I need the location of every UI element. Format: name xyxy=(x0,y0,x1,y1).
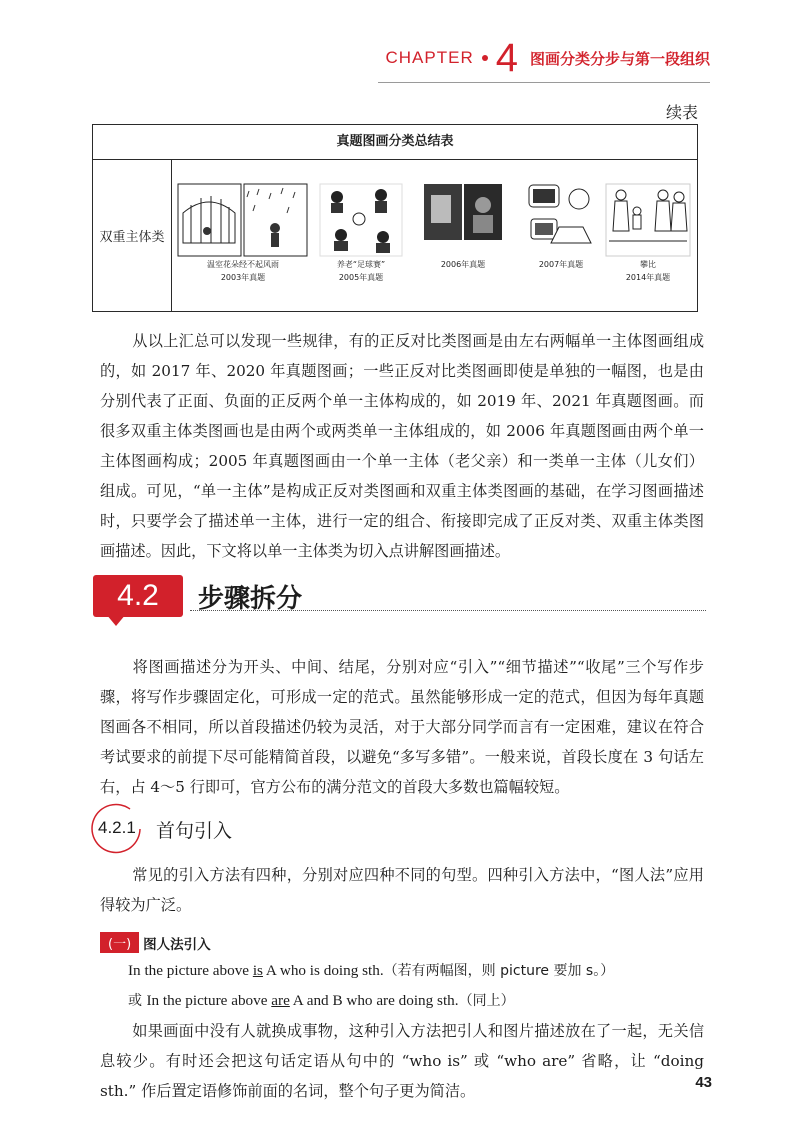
running-header xyxy=(386,38,711,78)
figure-2003 xyxy=(177,183,309,283)
paragraph-text: 常见的引入方法有四种，分别对应四种不同的句型。四种引入方法中，“图人法”应用得较为广泛。 xyxy=(100,866,704,914)
header-rule xyxy=(378,82,710,83)
figure-year: 2003年真题 xyxy=(220,273,266,282)
subsection-number: 4.2.1 xyxy=(98,818,136,837)
method-title: 图人法引入 xyxy=(143,936,211,953)
page-number: 43 xyxy=(695,1074,712,1091)
tv-box-illustration xyxy=(521,183,601,257)
section-dotted-rule xyxy=(190,610,706,611)
example-text: A and B who are doing sth. xyxy=(289,992,459,1009)
figure-year: 2007年真题 xyxy=(538,260,584,269)
example-lead: 或 xyxy=(128,993,147,1009)
subsection-title: 首句引入 xyxy=(156,820,233,842)
bullet-dot-icon xyxy=(482,55,488,61)
continued-label: 续表 xyxy=(665,103,698,122)
chapter-label: CHAPTER xyxy=(385,48,474,67)
section-title: 步骤拆分 xyxy=(198,584,303,614)
greenhouse-illustration xyxy=(177,183,309,257)
badge-pointer-icon xyxy=(106,614,126,626)
football-elder-illustration xyxy=(319,183,403,257)
figure-caption: 温室花朵经不起风雨 xyxy=(207,260,279,269)
example-sentence-1 xyxy=(128,956,614,986)
paragraph-methods xyxy=(100,860,704,920)
method-label xyxy=(100,932,211,953)
figure-year: 2006年真题 xyxy=(440,260,486,269)
figure-caption: 攀比 xyxy=(640,260,656,269)
photo-pair-illustration xyxy=(423,183,503,257)
figure-year: 2014年真题 xyxy=(625,273,671,282)
method-tag: (一) xyxy=(100,932,139,953)
paragraph-text: 从以上汇总可以发现一些规律，有的正反对比类图画是由左右两幅单一主体图画组成的，如 2017 年、2020 年真题图画；一些正反对比类图画即使是单独的一幅图，也是由分别代表了正面、负面的正反两个单一主体构成的，如 2019 年、2021 年真题图画。而很多双重主体类图画也是由两个或两类单一主体组成的，如 2006 年真题图画由两个单一主体图画构成；2005 年真题图画由一个单一主体（老父亲）和一类单一主体（儿女们）组成。可见，“单一主体”是构成正反对类图画和双重主体类图画的基础，在学习图画描述时，只要学会了描述单一主体，进行一定的组合、衔接即完成了正反对类、双重主体类图画描述。因此，下文将以单一主体类为切入点讲解图画描述。 xyxy=(100,332,704,560)
table-title: 真题图画分类总结表 xyxy=(93,125,697,160)
section-number-badge: 4.2 xyxy=(93,575,183,617)
paragraph-summary xyxy=(100,326,704,566)
paragraph-text: 如果画面中没有人就换成事物，这种引入方法把引人和图片描述放在了一起，无关信息较少。有时还会把这句话定语从句中的 “who is” 或 “who are” 省略，让 “doing sth.” 作后置定语修饰前面的名词，整个句子更为简洁。 xyxy=(100,1022,704,1100)
example-note: （同上） xyxy=(458,993,515,1009)
paragraph-steps xyxy=(100,652,704,802)
example-sentence-2 xyxy=(128,986,515,1016)
summary-table xyxy=(92,124,698,312)
figure-year: 2005年真题 xyxy=(338,273,384,282)
example-verb: are xyxy=(271,992,290,1009)
figure-2007 xyxy=(521,183,601,270)
table-category: 双重主体类 xyxy=(93,159,172,311)
chapter-number: 4 xyxy=(495,36,518,80)
figure-2014 xyxy=(605,183,691,283)
paragraph-text: 将图画描述分为开头、中间、结尾，分别对应“引入”“细节描述”“收尾”三个写作步骤，将写作步骤固定化，可形成一定的范式。虽然能够形成一定的范式，但因为每年真题图画各不相同，所以首段描述仍较为灵活，对于大部分同学而言有一定困难，建议在符合考试要求的前提下尽可能精简首段，以避免“多写多错”。一般来说，首段长度在 3 句话左右，占 4～5 行即可，官方公布的满分范文的首段大多数也篇幅较短。 xyxy=(100,658,704,796)
comparison-families-illustration xyxy=(605,183,691,257)
example-text: A who is doing sth. xyxy=(262,962,384,979)
chapter-title: 图画分类分步与第一段组织 xyxy=(529,49,710,68)
figure-2005 xyxy=(319,183,403,283)
paragraph-explanation xyxy=(100,1016,704,1106)
figure-2006 xyxy=(423,183,503,270)
example-verb: is xyxy=(252,962,263,979)
example-note: （若有两幅图，则 picture 要加 s。） xyxy=(383,963,615,979)
example-text: In the picture above xyxy=(128,962,253,979)
figure-caption: 养老“足球赛” xyxy=(336,260,386,269)
example-text: In the picture above xyxy=(146,992,272,1009)
